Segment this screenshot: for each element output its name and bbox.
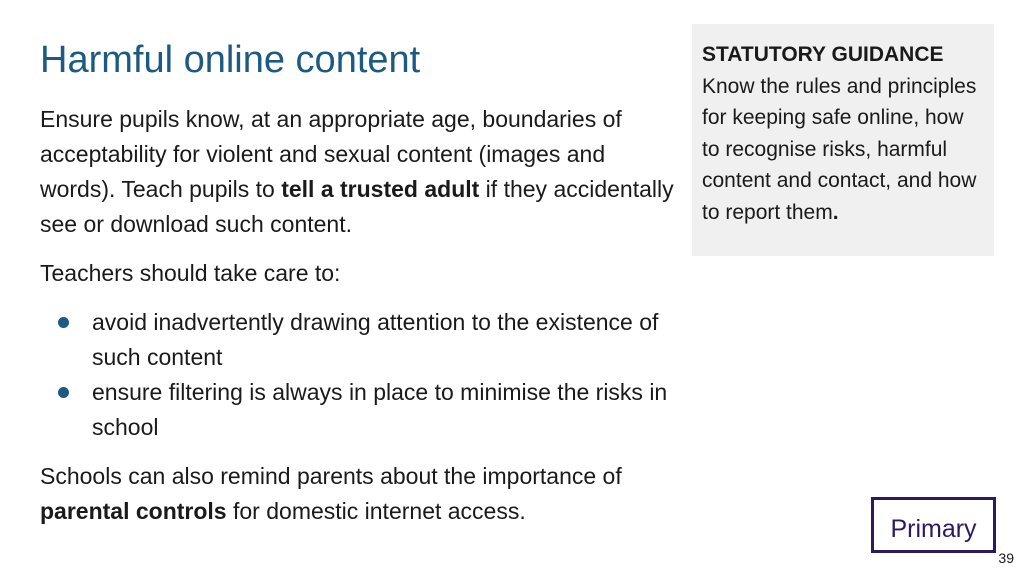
statutory-guidance-period: . <box>832 200 839 224</box>
care-list <box>40 305 680 445</box>
intro-text-1: Ensure pupils know, at an appropriate age, boundaries of acceptability for violent and sexual content (images and words). Teach pupils to <box>40 106 622 202</box>
trusted-adult-emphasis: tell a trusted adult <box>281 176 480 202</box>
parents-text-2: for domestic internet access. <box>226 498 526 524</box>
list-item <box>40 375 680 445</box>
statutory-guidance-text: Know the rules and principles for keeping safe online, how to recognise risks, harmful content and contact, and how to report them <box>702 74 977 224</box>
primary-badge: Primary <box>871 497 996 553</box>
content-body <box>40 102 680 529</box>
list-item-text: ensure filtering is always in place to minimise the risks in school <box>92 379 668 440</box>
intro-text-2: if they accidentally see or download such content. <box>40 176 674 237</box>
page-number: 39 <box>998 550 1014 566</box>
statutory-guidance-box <box>692 24 994 256</box>
parents-text-1: Schools can also remind parents about the importance of <box>40 463 622 489</box>
teachers-paragraph: Teachers should take care to: <box>40 260 341 286</box>
page-title: Harmful online content <box>40 39 421 81</box>
statutory-guidance-heading: STATUTORY GUIDANCE <box>702 43 944 66</box>
bullet-icon <box>58 387 69 398</box>
intro-paragraph <box>40 102 680 242</box>
list-item <box>40 305 680 375</box>
parents-paragraph <box>40 459 680 529</box>
parental-controls-emphasis: parental controls <box>40 498 227 524</box>
bullet-icon <box>58 317 69 328</box>
list-item-text: avoid inadvertently drawing attention to the existence of such content <box>92 309 659 370</box>
